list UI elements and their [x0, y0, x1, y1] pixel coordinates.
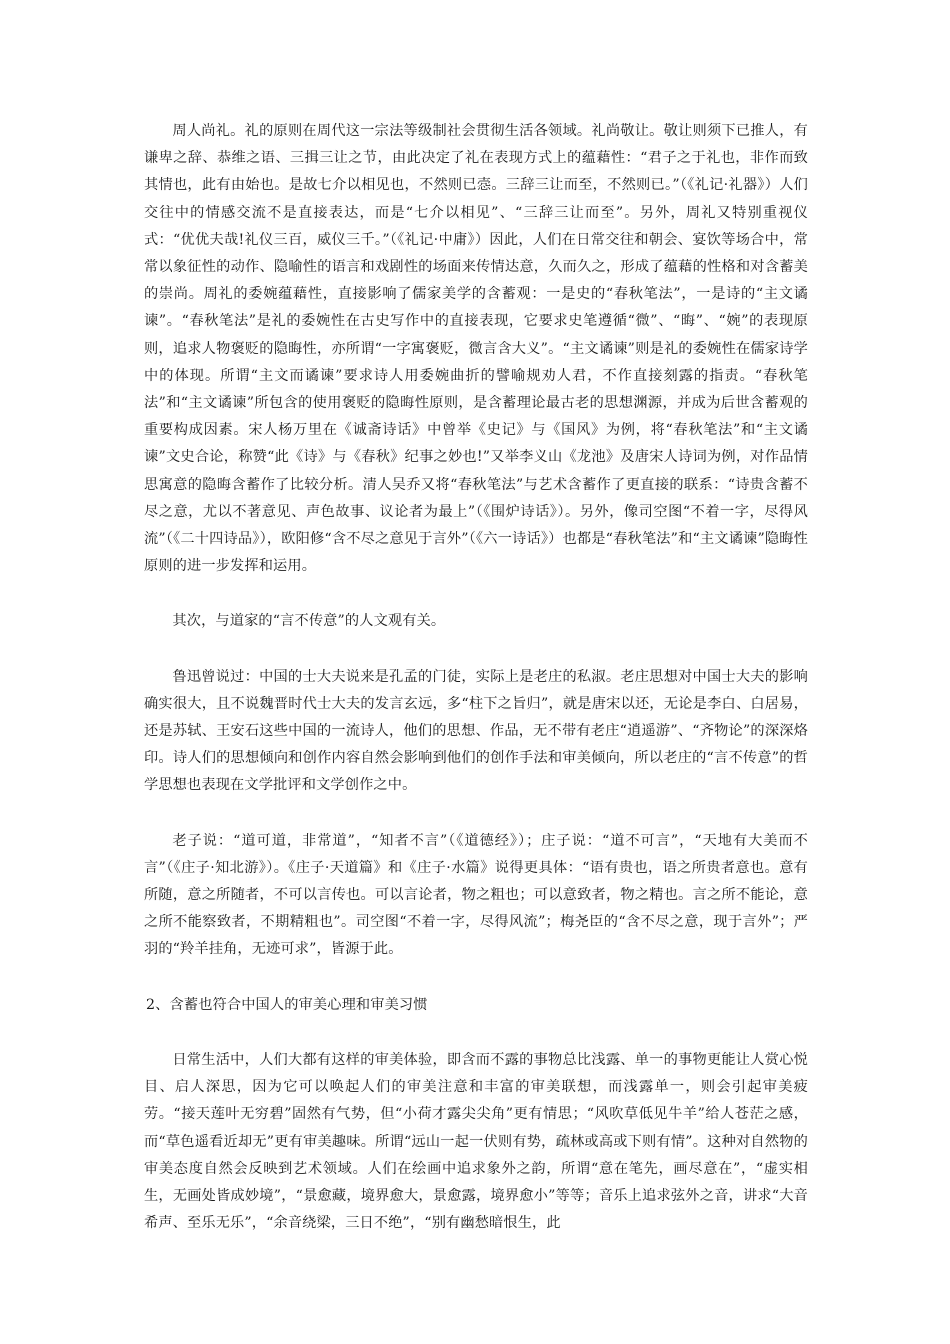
paragraph-daily-aesthetics: 日常生活中，人们大都有这样的审美体验，即含而不露的事物总比浅露、单一的事物更能让人赏心悦目、启人深思，因为它可以唤起人们的审美注意和丰富的审美联想，而浅露单一，则会引起审美疲劳。“接天莲叶无穷碧”固然有气势，但“小荷才露尖尖角”更有情思；“风吹草低见牛羊”给人苍茫之感，而“草色遥看近却无”更有审美趣味。所谓“远山一起一伏则有势，疏林或高或下则有情”。这种对自然物的审美态度自然会反映到艺术领域。人们在绘画中追求象外之韵，所谓“意在笔先，画尽意在”，“虚实相生，无画处皆成妙境”，“景愈藏，境界愈大，景愈露，境界愈小”等等；音乐上追求弦外之音，讲求“大音希声、至乐无乐”，“余音绕梁，三日不绝”，“别有幽愁暗恨生，此 [144, 1051, 808, 1232]
paragraph-luxun-laozhuang: 鲁迅曾说过：中国的士大夫说来是孔孟的门徒，实际上是老庄的私淑。老庄思想对中国士大夫的影响确实很大，且不说魏晋时代士大夫的发言玄远，多“柱下之旨归”，就是唐宋以还，无论是李白、白居易，还是苏轼、王安石这些中国的一流诗人，他们的思想、作品，无不带有老庄“逍遥游”、“齐物论”的深深烙印。诗人们的思想倾向和创作内容自然会影响到他们的创作手法和审美倾向，所以老庄的“言不传意”的哲学思想也表现在文学批评和文学创作之中。 [144, 668, 808, 794]
paragraph-laozi-zhuangzi: 老子说：“道可道，非常道”，“知者不言”（《道德经》）；庄子说：“道不可言”，“天地有大美而不言”（《庄子·知北游》）。《庄子·天道篇》和《庄子·水篇》说得更具体：“语有贵也，语之所贵者意也。意有所随，意之所随者，不可以言传也。可以言论者，物之粗也；可以意致者，物之精也。言之所不能论，意之所不能察致者，不期精粗也”。司空图“不着一字，尽得风流”；梅尧臣的“含不尽之意，现于言外”；严羽的“羚羊挂角，无迹可求”，皆源于此。 [144, 832, 808, 958]
paragraph-zhou-ritual: 周人尚礼。礼的原则在周代这一宗法等级制社会贯彻生活各领域。礼尚敬让。敬让则须下已推人，有谦卑之辞、恭维之语、三揖三让之节，由此决定了礼在表现方式上的蕴藉性：“君子之于礼也，非作而致其情也，此有由始也。是故七介以相见也，不然则已悫。三辞三让而至，不然则已。”（《礼记·礼器》）人们交往中的情感交流不是直接表达，而是“七介以相见”、“三辞三让而至”。另外，周礼又特别重视仪式：“优优夫哉!礼仪三百，威仪三千。”（《礼记·中庸》）因此，人们在日常交往和朝会、宴饮等场合中，常常以象征性的动作、隐喻性的语言和戏剧性的场面来传情达意，久而久之，形成了蕴藉的性格和对含蓄美的崇尚。周礼的委婉蕴藉性，直接影响了儒家美学的含蓄观：一是史的“春秋笔法”，一是诗的“主文谲谏”。“春秋笔法”是礼的委婉性在古史写作中的直接表现，它要求史笔遵循“微”、“晦”、“婉”的表现原则，追求人物褒贬的隐晦性，亦所谓“一字寓褒贬，微言含大义”。“主文谲谏”则是礼的委婉性在儒家诗学中的体现。所谓“主文而谲谏”要求诗人用委婉曲折的譬喻规劝人君，不作直接刻露的指责。“春秋笔法”和“主文谲谏”所包含的使用褒贬的隐晦性原则，是含蓄理论最古老的思想渊源，并成为后世含蓄观的重要构成因素。宋人杨万里在《诚斋诗话》中曾举《史记》与《国风》为例，将“春秋笔法”和“主文谲谏”文史合论，称赞“此《诗》与《春秋》纪事之妙也!”又举李义山《龙池》及唐宋人诗词为例，对作品情思寓意的隐晦含蓄作了比较分析。清人吴乔又将“春秋笔法”与艺术含蓄作了更直接的联系：“诗贵含蓄不尽之意，尤以不著意见、声色故事、议论者为最上”（《围炉诗话》）。另外，像司空图“不着一字，尽得风流”（《二十四诗品》），欧阳修“含不尽之意见于言外”（《六一诗话》）也都是“春秋笔法”和“主文谲谏”隐晦性原则的进一步发挥和运用。 [144, 123, 808, 575]
document-page [144, 118, 808, 1237]
section-heading-aesthetic-psychology: 2、含蓄也符合中国人的审美心理和审美习惯 [146, 996, 428, 1013]
paragraph-taoist-view: 其次，与道家的“言不传意”的人文观有关。 [172, 613, 446, 630]
